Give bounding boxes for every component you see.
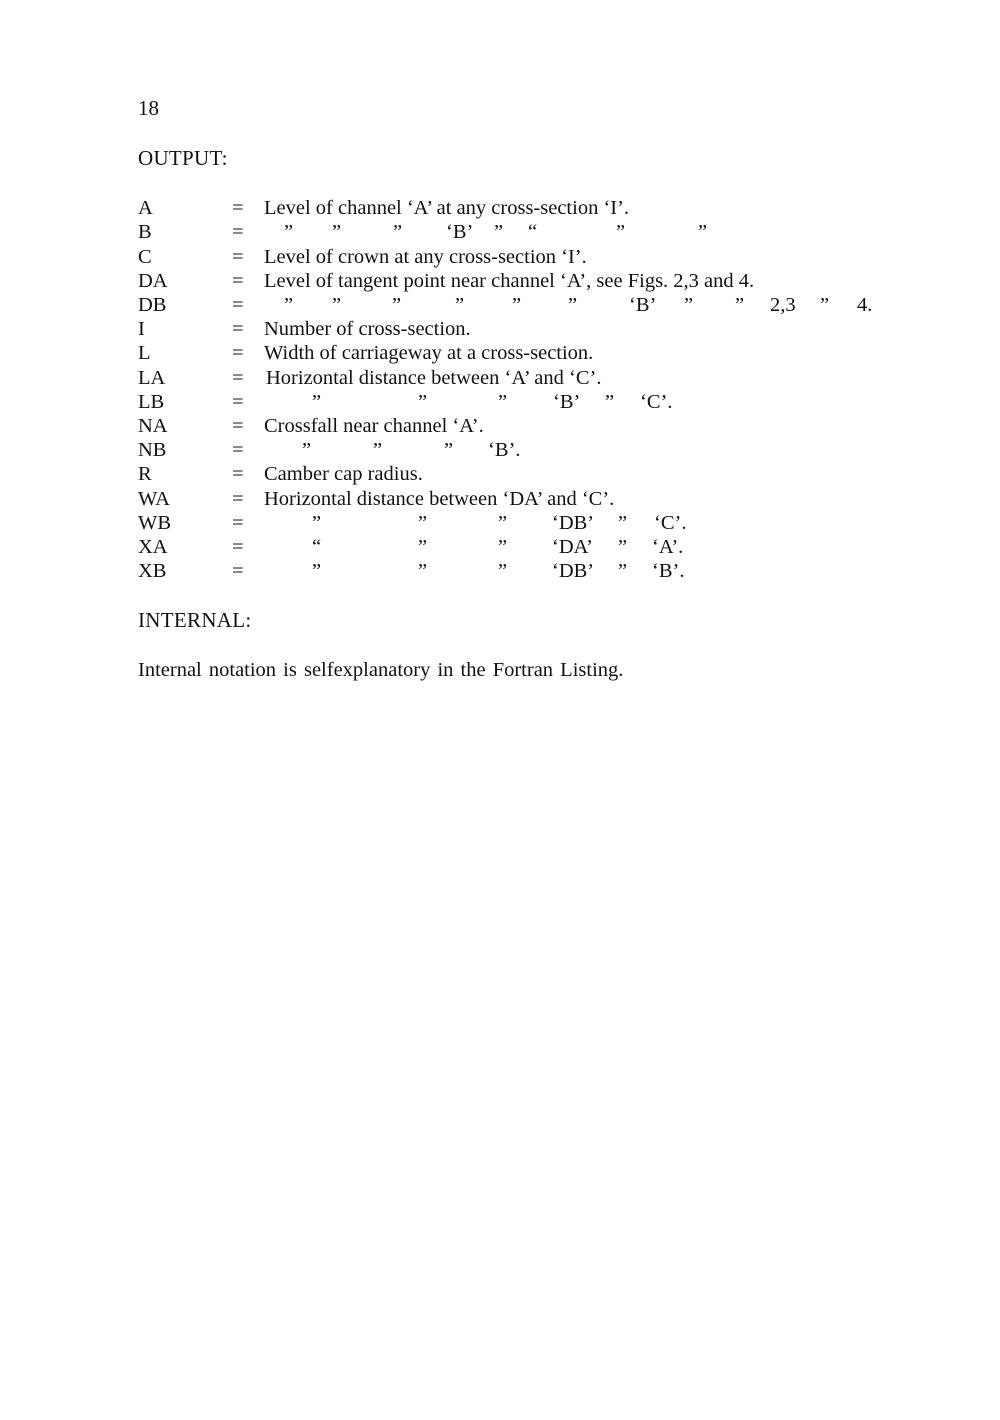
ditto-mark: ”	[498, 391, 508, 413]
ditto-mark: ”	[512, 294, 522, 316]
ditto-mark: ”	[284, 221, 294, 243]
equals-sign: =	[232, 197, 244, 219]
definition-row	[0, 341, 1000, 365]
definition-text: Camber cap radius.	[264, 463, 423, 485]
definition-row	[0, 220, 1000, 244]
definition-row	[0, 511, 1000, 535]
ditto-mark: ”	[332, 221, 342, 243]
ditto-mark: ”	[332, 294, 342, 316]
ditto-mark: ”	[820, 294, 830, 316]
ditto-mark: ”	[616, 221, 626, 243]
ditto-mark: ”	[418, 512, 428, 534]
definition-symbol: B	[138, 221, 152, 243]
page-number: 18	[138, 96, 159, 120]
definition-symbol: XB	[138, 560, 167, 582]
definition-row	[0, 462, 1000, 486]
ditto-mark: ‘B’	[629, 294, 657, 316]
definition-symbol: WA	[138, 488, 170, 510]
ditto-mark: “	[312, 536, 322, 558]
internal-heading: INTERNAL:	[138, 608, 252, 632]
equals-sign: =	[232, 294, 244, 316]
ditto-mark: ‘B’.	[488, 439, 521, 461]
equals-sign: =	[232, 536, 244, 558]
definition-row	[0, 366, 1000, 390]
ditto-mark: ”	[684, 294, 694, 316]
definition-symbol: C	[138, 246, 152, 268]
definition-text: Horizontal distance between ‘A’ and ‘C’.	[266, 367, 602, 389]
equals-sign: =	[232, 391, 244, 413]
ditto-mark: ‘C’.	[654, 512, 687, 534]
definition-symbol: A	[138, 197, 153, 219]
definition-row	[0, 196, 1000, 220]
ditto-mark: ”	[605, 391, 615, 413]
definition-row	[0, 535, 1000, 559]
definition-text: Number of cross-section.	[264, 318, 471, 340]
ditto-mark: ‘B’	[553, 391, 581, 413]
equals-sign: =	[232, 246, 244, 268]
definition-row	[0, 317, 1000, 341]
ditto-mark: ”	[618, 536, 628, 558]
ditto-mark: ”	[494, 221, 504, 243]
ditto-mark: ‘B’	[446, 221, 474, 243]
output-heading: OUTPUT:	[138, 146, 228, 170]
ditto-mark: ”	[455, 294, 465, 316]
definition-text: Level of tangent point near channel ‘A’, see Figs. 2,3 and 4.	[264, 270, 755, 292]
ditto-mark: ‘B’.	[652, 560, 685, 582]
definition-symbol: R	[138, 463, 152, 485]
definition-symbol: NA	[138, 415, 168, 437]
ditto-mark: ”	[373, 439, 383, 461]
ditto-mark: “	[528, 221, 538, 243]
definition-text: Level of channel ‘A’ at any cross-section ‘I’.	[264, 197, 630, 219]
equals-sign: =	[232, 415, 244, 437]
definition-symbol: LB	[138, 391, 165, 413]
ditto-mark: ‘DB’	[552, 560, 595, 582]
ditto-mark: ”	[302, 439, 312, 461]
definition-row	[0, 293, 1000, 317]
definition-symbol: LA	[138, 367, 166, 389]
equals-sign: =	[232, 318, 244, 340]
ditto-mark: ”	[312, 512, 322, 534]
definition-text: Level of crown at any cross-section ‘I’.	[264, 246, 587, 268]
definition-row	[0, 438, 1000, 462]
equals-sign: =	[232, 342, 244, 364]
definition-symbol: WB	[138, 512, 172, 534]
definition-symbol: DB	[138, 294, 167, 316]
definition-row	[0, 414, 1000, 438]
definition-symbol: L	[138, 342, 151, 364]
ditto-mark: ”	[418, 536, 428, 558]
ditto-mark: ”	[498, 560, 508, 582]
ditto-mark: ”	[444, 439, 454, 461]
definition-symbol: I	[138, 318, 145, 340]
definition-row	[0, 245, 1000, 269]
definition-text: Crossfall near channel ‘A’.	[264, 415, 484, 437]
equals-sign: =	[232, 463, 244, 485]
definition-symbol: XA	[138, 536, 168, 558]
equals-sign: =	[232, 512, 244, 534]
ditto-mark: ‘A’.	[652, 536, 684, 558]
equals-sign: =	[232, 270, 244, 292]
ditto-mark: ”	[698, 221, 708, 243]
ditto-mark: ”	[392, 294, 402, 316]
ditto-mark: ”	[418, 391, 428, 413]
ditto-mark: ”	[312, 391, 322, 413]
definition-row	[0, 269, 1000, 293]
definition-symbol: NB	[138, 439, 167, 461]
definition-symbol: DA	[138, 270, 168, 292]
definition-text: Width of carriageway at a cross-section.	[264, 342, 594, 364]
definition-row	[0, 390, 1000, 414]
ditto-mark: ”	[618, 560, 628, 582]
ditto-mark: ‘C’.	[640, 391, 673, 413]
equals-sign: =	[232, 560, 244, 582]
internal-note: Internal notation is selfexplanatory in the Fortran Listing.	[138, 659, 624, 681]
ditto-mark: 4.	[857, 294, 873, 316]
ditto-mark: ”	[393, 221, 403, 243]
ditto-mark: ”	[618, 512, 628, 534]
equals-sign: =	[232, 367, 244, 389]
equals-sign: =	[232, 488, 244, 510]
ditto-mark: ”	[312, 560, 322, 582]
ditto-mark: ”	[498, 512, 508, 534]
ditto-mark: 2,3	[770, 294, 796, 316]
ditto-mark: ”	[735, 294, 745, 316]
definition-row	[0, 487, 1000, 511]
ditto-mark: ”	[568, 294, 578, 316]
ditto-mark: ‘DA’	[552, 536, 593, 558]
definition-text: Horizontal distance between ‘DA’ and ‘C’.	[264, 488, 615, 510]
ditto-mark: ‘DB’	[552, 512, 595, 534]
ditto-mark: ”	[284, 294, 294, 316]
equals-sign: =	[232, 221, 244, 243]
ditto-mark: ”	[418, 560, 428, 582]
definition-row	[0, 559, 1000, 583]
equals-sign: =	[232, 439, 244, 461]
ditto-mark: ”	[498, 536, 508, 558]
